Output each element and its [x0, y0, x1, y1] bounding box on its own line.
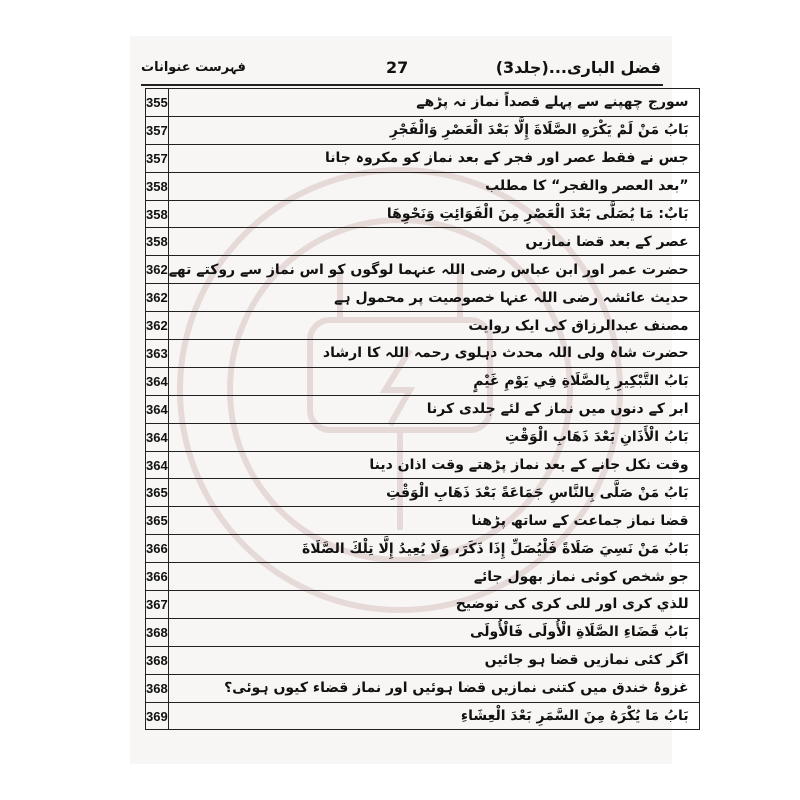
- table-row: [146, 228, 700, 256]
- page-ref: 364: [146, 395, 169, 423]
- section-title: فہرست عنوانات: [141, 60, 246, 75]
- table-row: [146, 340, 700, 368]
- table-row: [146, 89, 700, 117]
- table-row: [146, 116, 700, 144]
- table-row: [146, 312, 700, 340]
- page-ref: 362: [146, 284, 169, 312]
- table-row: [146, 395, 700, 423]
- page-ref: 366: [146, 535, 169, 563]
- table-row: [146, 284, 700, 312]
- topic-title: سورج چھپنے سے پہلے قصداً نماز نہ پڑھے: [168, 89, 699, 117]
- topic-title: حضرت شاہ ولی اللہ محدث دہلوی رحمہ اللہ کا ارشاد: [168, 340, 699, 368]
- contents-table: [145, 88, 700, 730]
- table-row: [146, 479, 700, 507]
- page-ref: 369: [146, 702, 169, 730]
- topic-title: عصر کے بعد قضا نمازیں: [168, 228, 699, 256]
- book-title: فضل الباری...(جلد3): [495, 58, 661, 77]
- topic-title: غزوۂ خندق میں کتنی نمازیں قضا ہوئیں اور نماز قضاء کیوں ہوئی؟: [168, 674, 699, 702]
- page-ref: 366: [146, 563, 169, 591]
- table-row: [146, 646, 700, 674]
- page-ref: 362: [146, 312, 169, 340]
- table-row: [146, 451, 700, 479]
- topic-title: جس نے فقط عصر اور فجر کے بعد نماز کو مکروہ جانا: [168, 144, 699, 172]
- page-ref: 357: [146, 116, 169, 144]
- topic-title: بَابُ مَنْ صَلَّى بِالنَّاسِ جَمَاعَةً بَعْدَ ذَهَابِ الْوَقْتِ: [168, 479, 699, 507]
- topic-title: بَابُ الْأَذَانِ بَعْدَ ذَهَابِ الْوَقْتِ: [168, 423, 699, 451]
- table-row: [146, 200, 700, 228]
- page-ref: 363: [146, 340, 169, 368]
- page-ref: 355: [146, 89, 169, 117]
- table-row: [146, 507, 700, 535]
- topic-title: قضا نماز جماعت کے ساتھ پڑھنا: [168, 507, 699, 535]
- topic-title: بَابٌ: مَا يُصَلَّى بَعْدَ الْعَصْرِ مِنَ الْفَوَائِتِ وَنَحْوِهَا: [168, 200, 699, 228]
- table-row: [146, 591, 700, 619]
- topic-title: مصنف عبدالرزاق کی ایک روایت: [168, 312, 699, 340]
- topic-title: وقت نکل جانے کے بعد نماز پڑھتے وقت اذان دینا: [168, 451, 699, 479]
- page-ref: 358: [146, 200, 169, 228]
- table-row: [146, 172, 700, 200]
- page-ref: 368: [146, 646, 169, 674]
- table-row: [146, 367, 700, 395]
- page-ref: 368: [146, 674, 169, 702]
- page-ref: 358: [146, 172, 169, 200]
- topic-title: بَابُ مَا يُكْرَهُ مِنَ السَّمَرِ بَعْدَ الْعِشَاءِ: [168, 702, 699, 730]
- table-row: [146, 618, 700, 646]
- table-row: [146, 256, 700, 284]
- page-ref: 358: [146, 228, 169, 256]
- page-ref: 364: [146, 423, 169, 451]
- topic-title: بَابُ مَنْ نَسِيَ صَلَاةً فَلْيُصَلِّ إِذَا ذَكَرَ، وَلَا يُعِيدُ إِلَّا تِلْكَ الصَّلَاةَ: [168, 535, 699, 563]
- table-row: [146, 423, 700, 451]
- page-ref: 357: [146, 144, 169, 172]
- topic-title: بَابُ التَّبْكِيرِ بِالصَّلَاةِ فِي يَوْمِ غَيْمٍ: [168, 367, 699, 395]
- topic-title: حضرت عمر اور ابن عباس رضی اللہ عنہما لوگوں کو اس نماز سے روکتے تھے: [168, 256, 699, 284]
- page-number: 27: [386, 58, 409, 77]
- page-ref: 364: [146, 451, 169, 479]
- topic-title: ابر کے دنوں میں نماز کے لئے جلدی کرنا: [168, 395, 699, 423]
- page-ref: 367: [146, 591, 169, 619]
- page-ref: 368: [146, 618, 169, 646]
- page-ref: 365: [146, 507, 169, 535]
- topic-title: بَابُ قَضَاءِ الصَّلَاةِ الْأُولَى فَالْأُولَى: [168, 618, 699, 646]
- page-ref: 362: [146, 256, 169, 284]
- topic-title: حدیث عائشہ رضی اللہ عنہا خصوصیت پر محمول ہے: [168, 284, 699, 312]
- topic-title: اگر کئی نمازیں قضا ہو جائیں: [168, 646, 699, 674]
- header-divider: [141, 84, 663, 86]
- table-row: [146, 535, 700, 563]
- table-row: [146, 563, 700, 591]
- table-row: [146, 144, 700, 172]
- table-row: [146, 674, 700, 702]
- topic-title: للذي كرى اور للى كرى كى توضيح: [168, 591, 699, 619]
- page-ref: 364: [146, 367, 169, 395]
- topic-title: جو شخص کوئی نماز بھول جائے: [168, 563, 699, 591]
- table-row: [146, 702, 700, 730]
- topic-title: بَابُ مَنْ لَمْ يَكْرَهِ الصَّلَاةَ إِلَّا بَعْدَ الْعَصْرِ وَالْفَجْرِ: [168, 116, 699, 144]
- page-ref: 365: [146, 479, 169, 507]
- topic-title: ”بعد العصر والفجر“ کا مطلب: [168, 172, 699, 200]
- page-header: [141, 58, 661, 82]
